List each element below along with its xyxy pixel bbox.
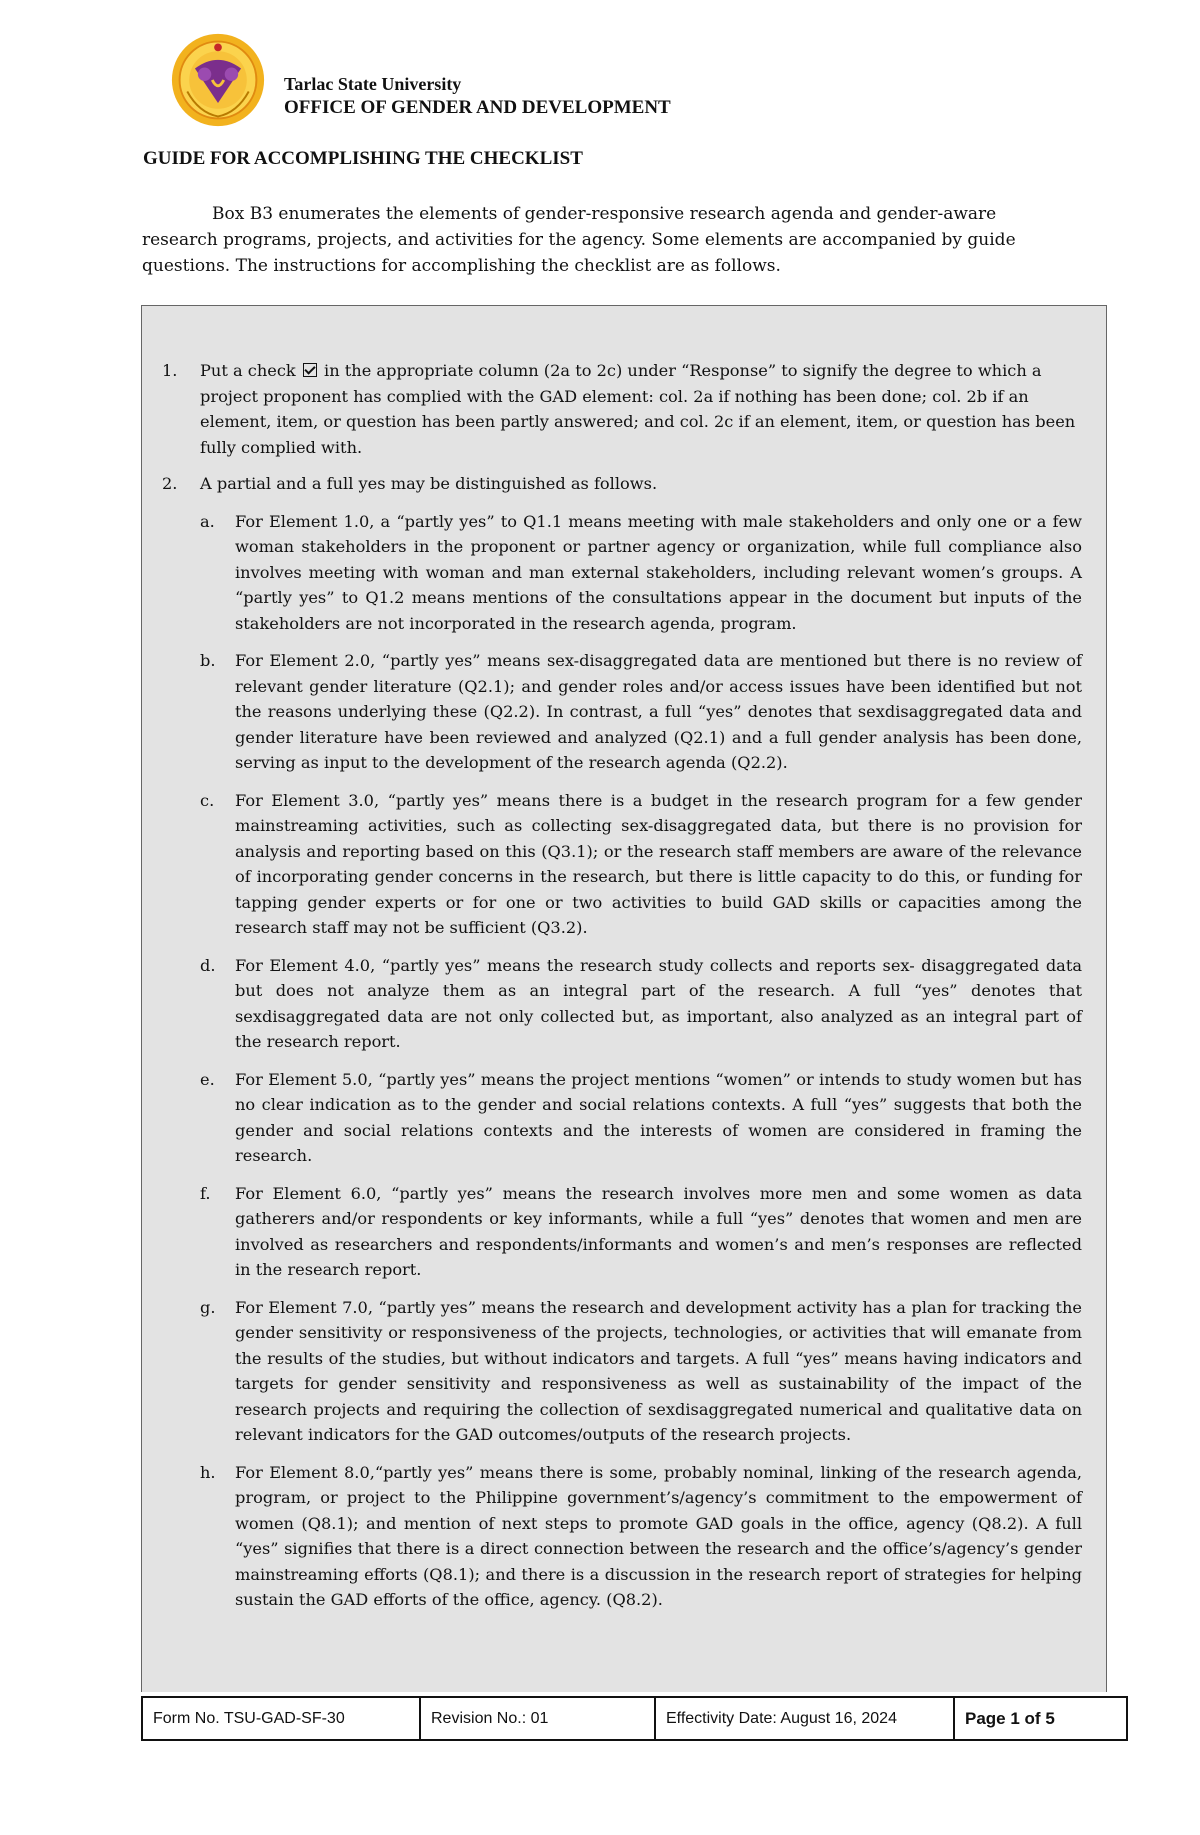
instruction-number: 2. bbox=[162, 474, 178, 493]
instructions-list bbox=[162, 358, 1082, 1625]
sub-item bbox=[200, 1181, 1082, 1283]
intro-paragraph bbox=[142, 201, 1064, 279]
sub-item-letter: b. bbox=[200, 651, 216, 670]
revision-number: Revision No.: 01 bbox=[421, 1698, 656, 1739]
sub-item bbox=[200, 1295, 1082, 1448]
instruction-text: A partial and a full yes may be distinguished as follows. bbox=[200, 474, 658, 493]
effectivity-date: Effectivity Date: August 16, 2024 bbox=[656, 1698, 955, 1739]
sub-item bbox=[200, 1067, 1082, 1169]
page-total: 5 bbox=[1045, 1708, 1055, 1728]
university-seal-icon bbox=[170, 32, 266, 128]
sub-item bbox=[200, 1460, 1082, 1613]
instruction-text-before: Put a check bbox=[200, 361, 296, 380]
form-footer bbox=[141, 1696, 1128, 1741]
sub-item-letter: e. bbox=[200, 1069, 215, 1089]
sub-item-letter: a. bbox=[200, 511, 215, 531]
page-of: of bbox=[1019, 1708, 1046, 1728]
page-prefix: Page bbox=[965, 1708, 1011, 1728]
intro-line-3: questions. The instructions for accomplishing the checklist are as follows. bbox=[142, 256, 781, 276]
sub-item-letter: h. bbox=[200, 1462, 216, 1482]
organization-header bbox=[284, 73, 671, 119]
sub-item-text: For Element 7.0, “partly yes” means the research and development activity has a plan for tracking the gender sensitivity or responsiveness of the projects, technologies, or activities that will emanate from the results of the studies, but without indicators and targets. A full “yes” means having indicators and targets for gender sensitivity and responsiveness as well as sustainability of the impact of the research projects and requiring the collection of sexdisaggregated numerical and qualitative data on relevant indicators for the GAD outcomes/outputs of the research projects. bbox=[235, 1297, 1082, 1444]
sub-item-text: For Element 3.0, “partly yes” means there is a budget in the research program for a few gender mainstreaming activities, such as collecting sex-disaggregated data, but there is no provision for analysis and reporting based on this (Q3.1); or the research staff members are aware of the relevance of incorporating gender concerns in the research, but there is little capacity to do this, or funding for tapping gender experts or for one or two activities to build GAD skills or capacities among the research staff may not be sufficient (Q3.2). bbox=[235, 790, 1082, 937]
university-name: Tarlac State University bbox=[284, 74, 462, 94]
sub-item-text: For Element 5.0, “partly yes” means the project mentions “women” or intends to study women but has no clear indication as to the gender and social relations contexts. A full “yes” suggests that both the gender and social relations contexts and the interests of women are considered in framing the research. bbox=[235, 1069, 1082, 1165]
sub-item-letter: g. bbox=[200, 1297, 216, 1317]
sub-item-text: For Element 8.0,“partly yes” means there is some, probably nominal, linking of the research agenda, program, or project to the Philippine government’s/agency’s commitment to the empowerment of women (Q8.1); and mention of next steps to promote GAD goals in the office, agency (Q8.2). A full “yes” signifies that there is a direct connection between the research and the office’s/agency’s gender mainstreaming efforts (Q8.1); and there is a discussion in the research report of strategies for helping sustain the GAD efforts of the office, agency. (Q8.2). bbox=[235, 1462, 1082, 1609]
sub-item bbox=[200, 788, 1082, 941]
sub-item-text: For Element 2.0, “partly yes” means sex-disaggregated data are mentioned but there is no review of relevant gender literature (Q2.1); and gender roles and/or access issues have been identified but not the reasons underlying these (Q2.2). In contrast, a full “yes” denotes that sexdisaggregated data and gender literature have been reviewed and analyzed (Q2.1) and a full gender analysis has been done, serving as input to the development of the research agenda (Q2.2). bbox=[235, 651, 1082, 772]
instruction-number: 1. bbox=[162, 361, 178, 380]
sub-item bbox=[200, 648, 1082, 776]
sub-item-text: For Element 6.0, “partly yes” means the research involves more men and some women as data gatherers and/or respondents or key informants, while a full “yes” denotes that women and men are involved as researchers and respondents/informants and women’s and men’s responses are reflected in the research report. bbox=[235, 1183, 1082, 1279]
form-number: Form No. TSU-GAD-SF-30 bbox=[143, 1698, 421, 1739]
page-indicator bbox=[955, 1698, 1126, 1739]
sub-item-text: For Element 4.0, “partly yes” means the research study collects and reports sex- disaggregated data but does not analyze them as an integral part of the research. A full “yes” denotes that sexdisaggregated data are not only collected but, as important, also analyzed as an integral part of the research report. bbox=[235, 955, 1082, 1051]
sub-item-list bbox=[200, 509, 1082, 1613]
instruction-item bbox=[162, 471, 1082, 1613]
instruction-item bbox=[162, 358, 1082, 460]
checked-box-icon bbox=[303, 363, 317, 377]
sub-item-letter: c. bbox=[200, 790, 215, 810]
instruction-text-after: in the appropriate column (2a to 2c) under “Response” to signify the degree to which a project proponent has complied with the GAD element: col. 2a if nothing has been done; col. 2b if an element, item, or question has been partly answered; and col. 2c if an element, item, or question has been fully complied with. bbox=[200, 361, 1076, 457]
sub-item bbox=[200, 509, 1082, 637]
office-name: OFFICE OF GENDER AND DEVELOPMENT bbox=[284, 97, 671, 118]
page-current: 1 bbox=[1010, 1708, 1020, 1728]
sub-item-text: For Element 1.0, a “partly yes” to Q1.1 means meeting with male stakeholders and only one or a few woman stakeholders in the proponent or partner agency or organization, while full compliance also involves meeting with woman and man external stakeholders, including relevant women’s groups. A “partly yes” to Q1.2 means mentions of the consultations appear in the document but inputs of the stakeholders are not incorporated in the research agenda, program. bbox=[235, 511, 1082, 633]
sub-item bbox=[200, 953, 1082, 1055]
intro-line-2: research programs, projects, and activities for the agency. Some elements are accompanied by guide bbox=[142, 230, 1016, 250]
sub-item-letter: f. bbox=[200, 1183, 211, 1203]
intro-line-1: Box B3 enumerates the elements of gender-responsive research agenda and gender-aware bbox=[212, 204, 997, 224]
sub-item-letter: d. bbox=[200, 955, 216, 975]
guide-title: GUIDE FOR ACCOMPLISHING THE CHECKLIST bbox=[143, 148, 583, 169]
